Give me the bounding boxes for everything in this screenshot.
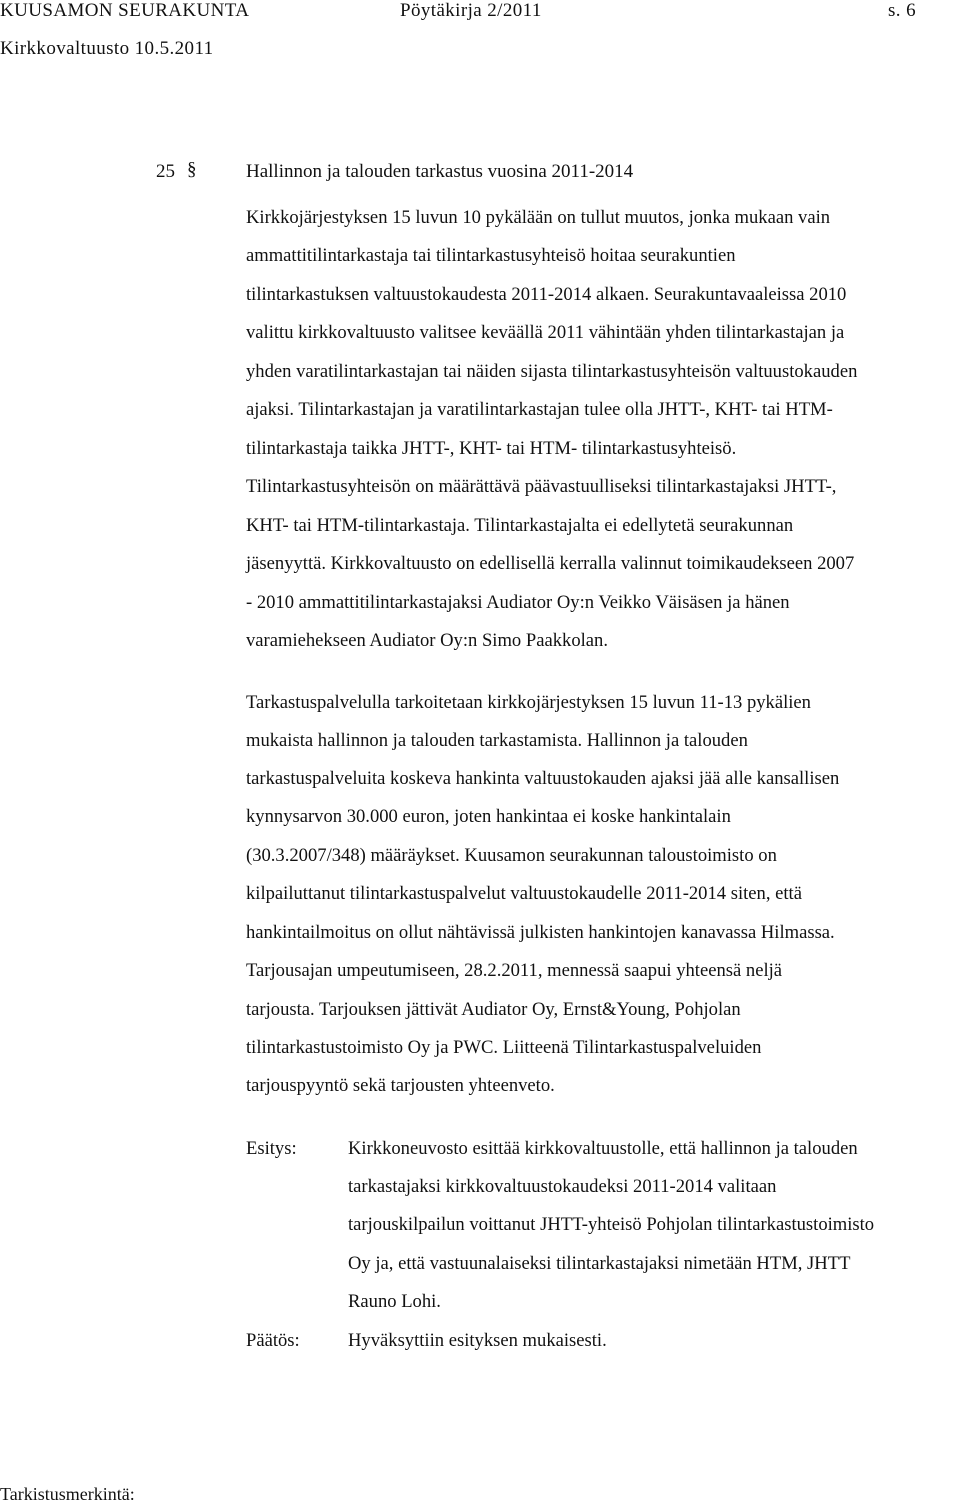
header-page-number: s. 6 [888, 0, 916, 21]
paragraph-line: kilpailuttanut tilintarkastuspalvelut valtuustokaudelle 2011-2014 siten, että [246, 883, 802, 904]
proposal-label: Esitys: [246, 1138, 297, 1159]
paragraph-line: KHT- tai HTM-tilintarkastaja. Tilintarkastajalta ei edellytetä seurakunnan [246, 515, 794, 536]
paragraph-line: varamiehekseen Audiator Oy:n Simo Paakkolan. [246, 630, 608, 651]
decision-label: Päätös: [246, 1330, 300, 1351]
footer-verification: Tarkistusmerkintä: [0, 1484, 135, 1504]
paragraph-line: tilintarkastustoimisto Oy ja PWC. Liitteenä Tilintarkastuspalveluiden [246, 1037, 762, 1058]
paragraph-line: Tarjousajan umpeutumiseen, 28.2.2011, mennessä saapui yhteensä neljä [246, 960, 783, 981]
header-meeting: Kirkkovaltuusto 10.5.2011 [0, 38, 214, 59]
proposal-line: Oy ja, että vastuunalaiseksi tilintarkastajaksi nimetään HTM, JHTT [348, 1253, 851, 1274]
paragraph-line: tilintarkastaja taikka JHTT-, KHT- tai HTM- tilintarkastusyhteisö. [246, 438, 737, 459]
paragraph-line: kynnysarvon 30.000 euron, joten hankintaa ei koske hankintalain [246, 806, 731, 827]
paragraph-line: tarkastuspalveluita koskeva hankinta valtuustokauden ajaksi jää alle kansallisen [246, 768, 840, 789]
paragraph-line: Kirkkojärjestyksen 15 luvun 10 pykälään on tullut muutos, jonka mukaan vain [246, 207, 831, 228]
section-title: Hallinnon ja talouden tarkastus vuosina 2011-2014 [246, 161, 634, 182]
paragraph-line: tarjousta. Tarjouksen jättivät Audiator Oy, Ernst&Young, Pohjolan [246, 999, 741, 1020]
paragraph-line: Tarkastuspalvelulla tarkoitetaan kirkkojärjestyksen 15 luvun 11-13 pykälien [246, 692, 811, 713]
paragraph-line: tilintarkastuksen valtuustokaudesta 2011-2014 alkaen. Seurakuntavaaleissa 2010 [246, 284, 847, 305]
paragraph-line: mukaista hallinnon ja talouden tarkastamista. Hallinnon ja talouden [246, 730, 748, 751]
proposal-line: tarjouskilpailun voittanut JHTT-yhteisö Pohjolan tilintarkastustoimisto [348, 1214, 875, 1235]
paragraph-line: ammattitilintarkastaja tai tilintarkastusyhteisö hoitaa seurakuntien [246, 245, 736, 266]
paragraph-line: (30.3.2007/348) määräykset. Kuusamon seurakunnan taloustoimisto on [246, 845, 777, 866]
section-number: 25 [156, 161, 175, 182]
paragraph-line: tarjouspyyntö sekä tarjousten yhteenveto. [246, 1075, 555, 1096]
paragraph-line: jäsenyyttä. Kirkkovaltuusto on edellisellä kerralla valinnut toimikaudekseen 2007 [246, 553, 855, 574]
paragraph-line: yhden varatilintarkastajan tai näiden sijasta tilintarkastusyhteisön valtuustokauden [246, 361, 858, 382]
header-document: Pöytäkirja 2/2011 [400, 0, 542, 21]
proposal-line: Kirkkoneuvosto esittää kirkkovaltuustolle, että hallinnon ja talouden [348, 1138, 858, 1159]
paragraph-line: ajaksi. Tilintarkastajan ja varatilintarkastajan tulee olla JHTT-, KHT- tai HTM- [246, 399, 833, 420]
paragraph-line: valittu kirkkovaltuusto valitsee keväällä 2011 vähintään yhden tilintarkastajan ja [246, 322, 845, 343]
header-organization: KUUSAMON SEURAKUNTA [0, 0, 250, 21]
proposal-line: Rauno Lohi. [348, 1291, 441, 1312]
paragraph-line: Tilintarkastusyhteisön on määrättävä päävastuulliseksi tilintarkastajaksi JHTT-, [246, 476, 837, 497]
paragraph-line: hankintailmoitus on ollut nähtävissä julkisten hankintojen kanavassa Hilmassa. [246, 922, 835, 943]
section-symbol: § [187, 159, 197, 180]
proposal-line: tarkastajaksi kirkkovaltuustokaudeksi 2011-2014 valitaan [348, 1176, 777, 1197]
paragraph-line: - 2010 ammattitilintarkastajaksi Audiator Oy:n Veikko Väisäsen ja hänen [246, 592, 790, 613]
decision-text: Hyväksyttiin esityksen mukaisesti. [348, 1330, 607, 1351]
